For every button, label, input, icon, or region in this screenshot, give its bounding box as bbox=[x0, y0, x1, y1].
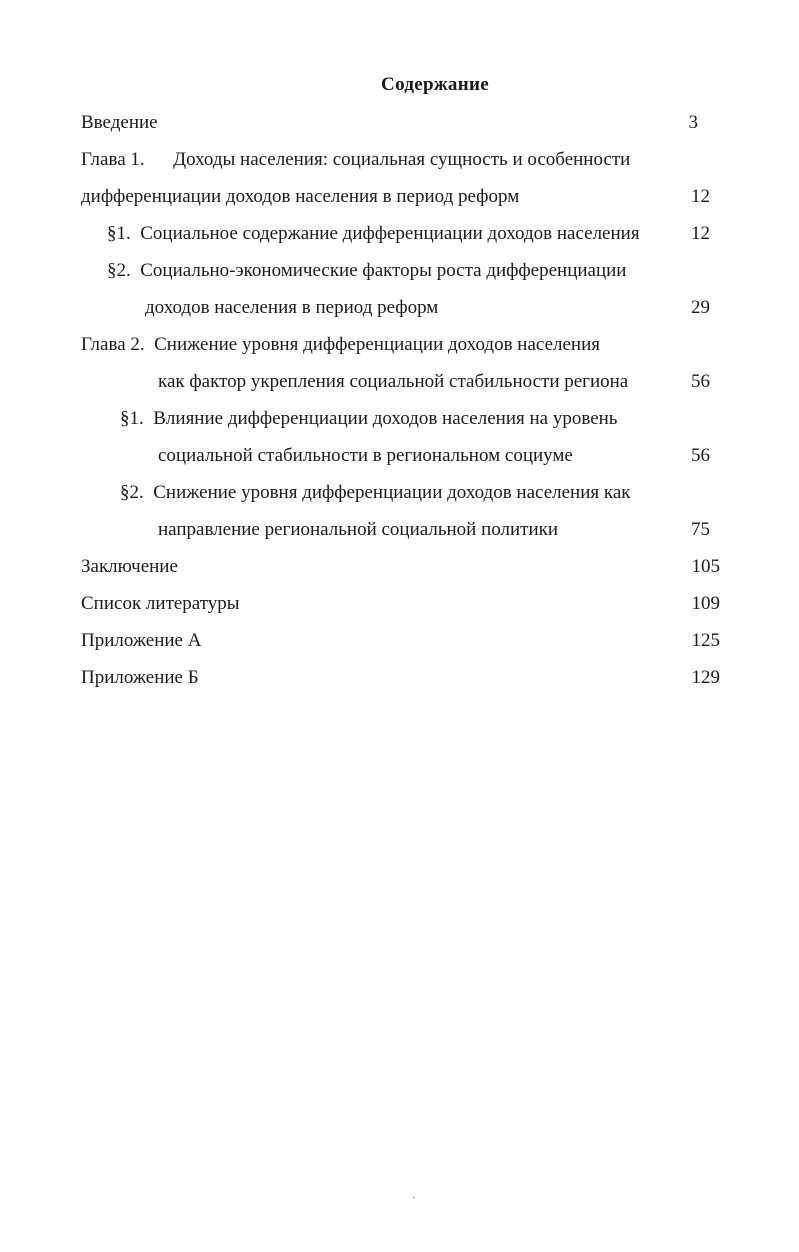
page-title: Содержание bbox=[381, 74, 489, 95]
toc-entry-section-2-2: §2. Снижение уровня дифференциации доходов населения как bbox=[120, 482, 631, 503]
toc-entry-chapter-1: Глава 1. Доходы населения: социальная сущность и особенности bbox=[81, 149, 631, 170]
toc-entry-section-1-1: §1. Социальное содержание дифференциации доходов населения bbox=[107, 223, 640, 244]
toc-page-section-2-2: 75 bbox=[691, 519, 710, 540]
toc-page-appendix-b: 129 bbox=[691, 667, 720, 688]
toc-entry-section-1-2: §2. Социально-экономические факторы роста дифференциации bbox=[107, 260, 627, 281]
toc-page-bibliography: 109 bbox=[691, 593, 720, 614]
toc-entry-chapter-2: Глава 2. Снижение уровня дифференциации доходов населения bbox=[81, 334, 600, 355]
toc-entry-section-2-1: §1. Влияние дифференциации доходов населения на уровень bbox=[120, 408, 618, 429]
toc-page-section-2-1: 56 bbox=[691, 445, 710, 466]
toc-page-appendix-a: 125 bbox=[691, 630, 720, 651]
toc-page-section-1-2: 29 bbox=[691, 297, 710, 318]
toc-entry-appendix-b: Приложение Б bbox=[81, 667, 199, 688]
toc-entry-chapter-1-cont: дифференциации доходов населения в период реформ bbox=[81, 186, 520, 207]
toc-entry-intro: Введение bbox=[81, 112, 158, 133]
toc-entry-conclusion: Заключение bbox=[81, 556, 178, 577]
toc-entry-section-1-2-cont: доходов населения в период реформ bbox=[145, 297, 439, 318]
toc-entry-chapter-2-cont: как фактор укрепления социальной стабильности региона bbox=[158, 371, 629, 392]
toc-page-conclusion: 105 bbox=[691, 556, 720, 577]
toc-page-section-1-1: 12 bbox=[691, 223, 710, 244]
toc-entry-appendix-a: Приложение А bbox=[81, 630, 202, 651]
toc-entry-section-2-1-cont: социальной стабильности в региональном социуме bbox=[158, 445, 573, 466]
toc-entry-bibliography: Список литературы bbox=[81, 593, 240, 614]
toc-entry-section-2-2-cont: направление региональной социальной политики bbox=[158, 519, 559, 540]
toc-page-chapter-2: 56 bbox=[691, 371, 710, 392]
page-footer-mark: · bbox=[412, 1190, 416, 1204]
toc-page-intro: 3 bbox=[688, 112, 698, 133]
toc-page-chapter-1: 12 bbox=[691, 186, 710, 207]
